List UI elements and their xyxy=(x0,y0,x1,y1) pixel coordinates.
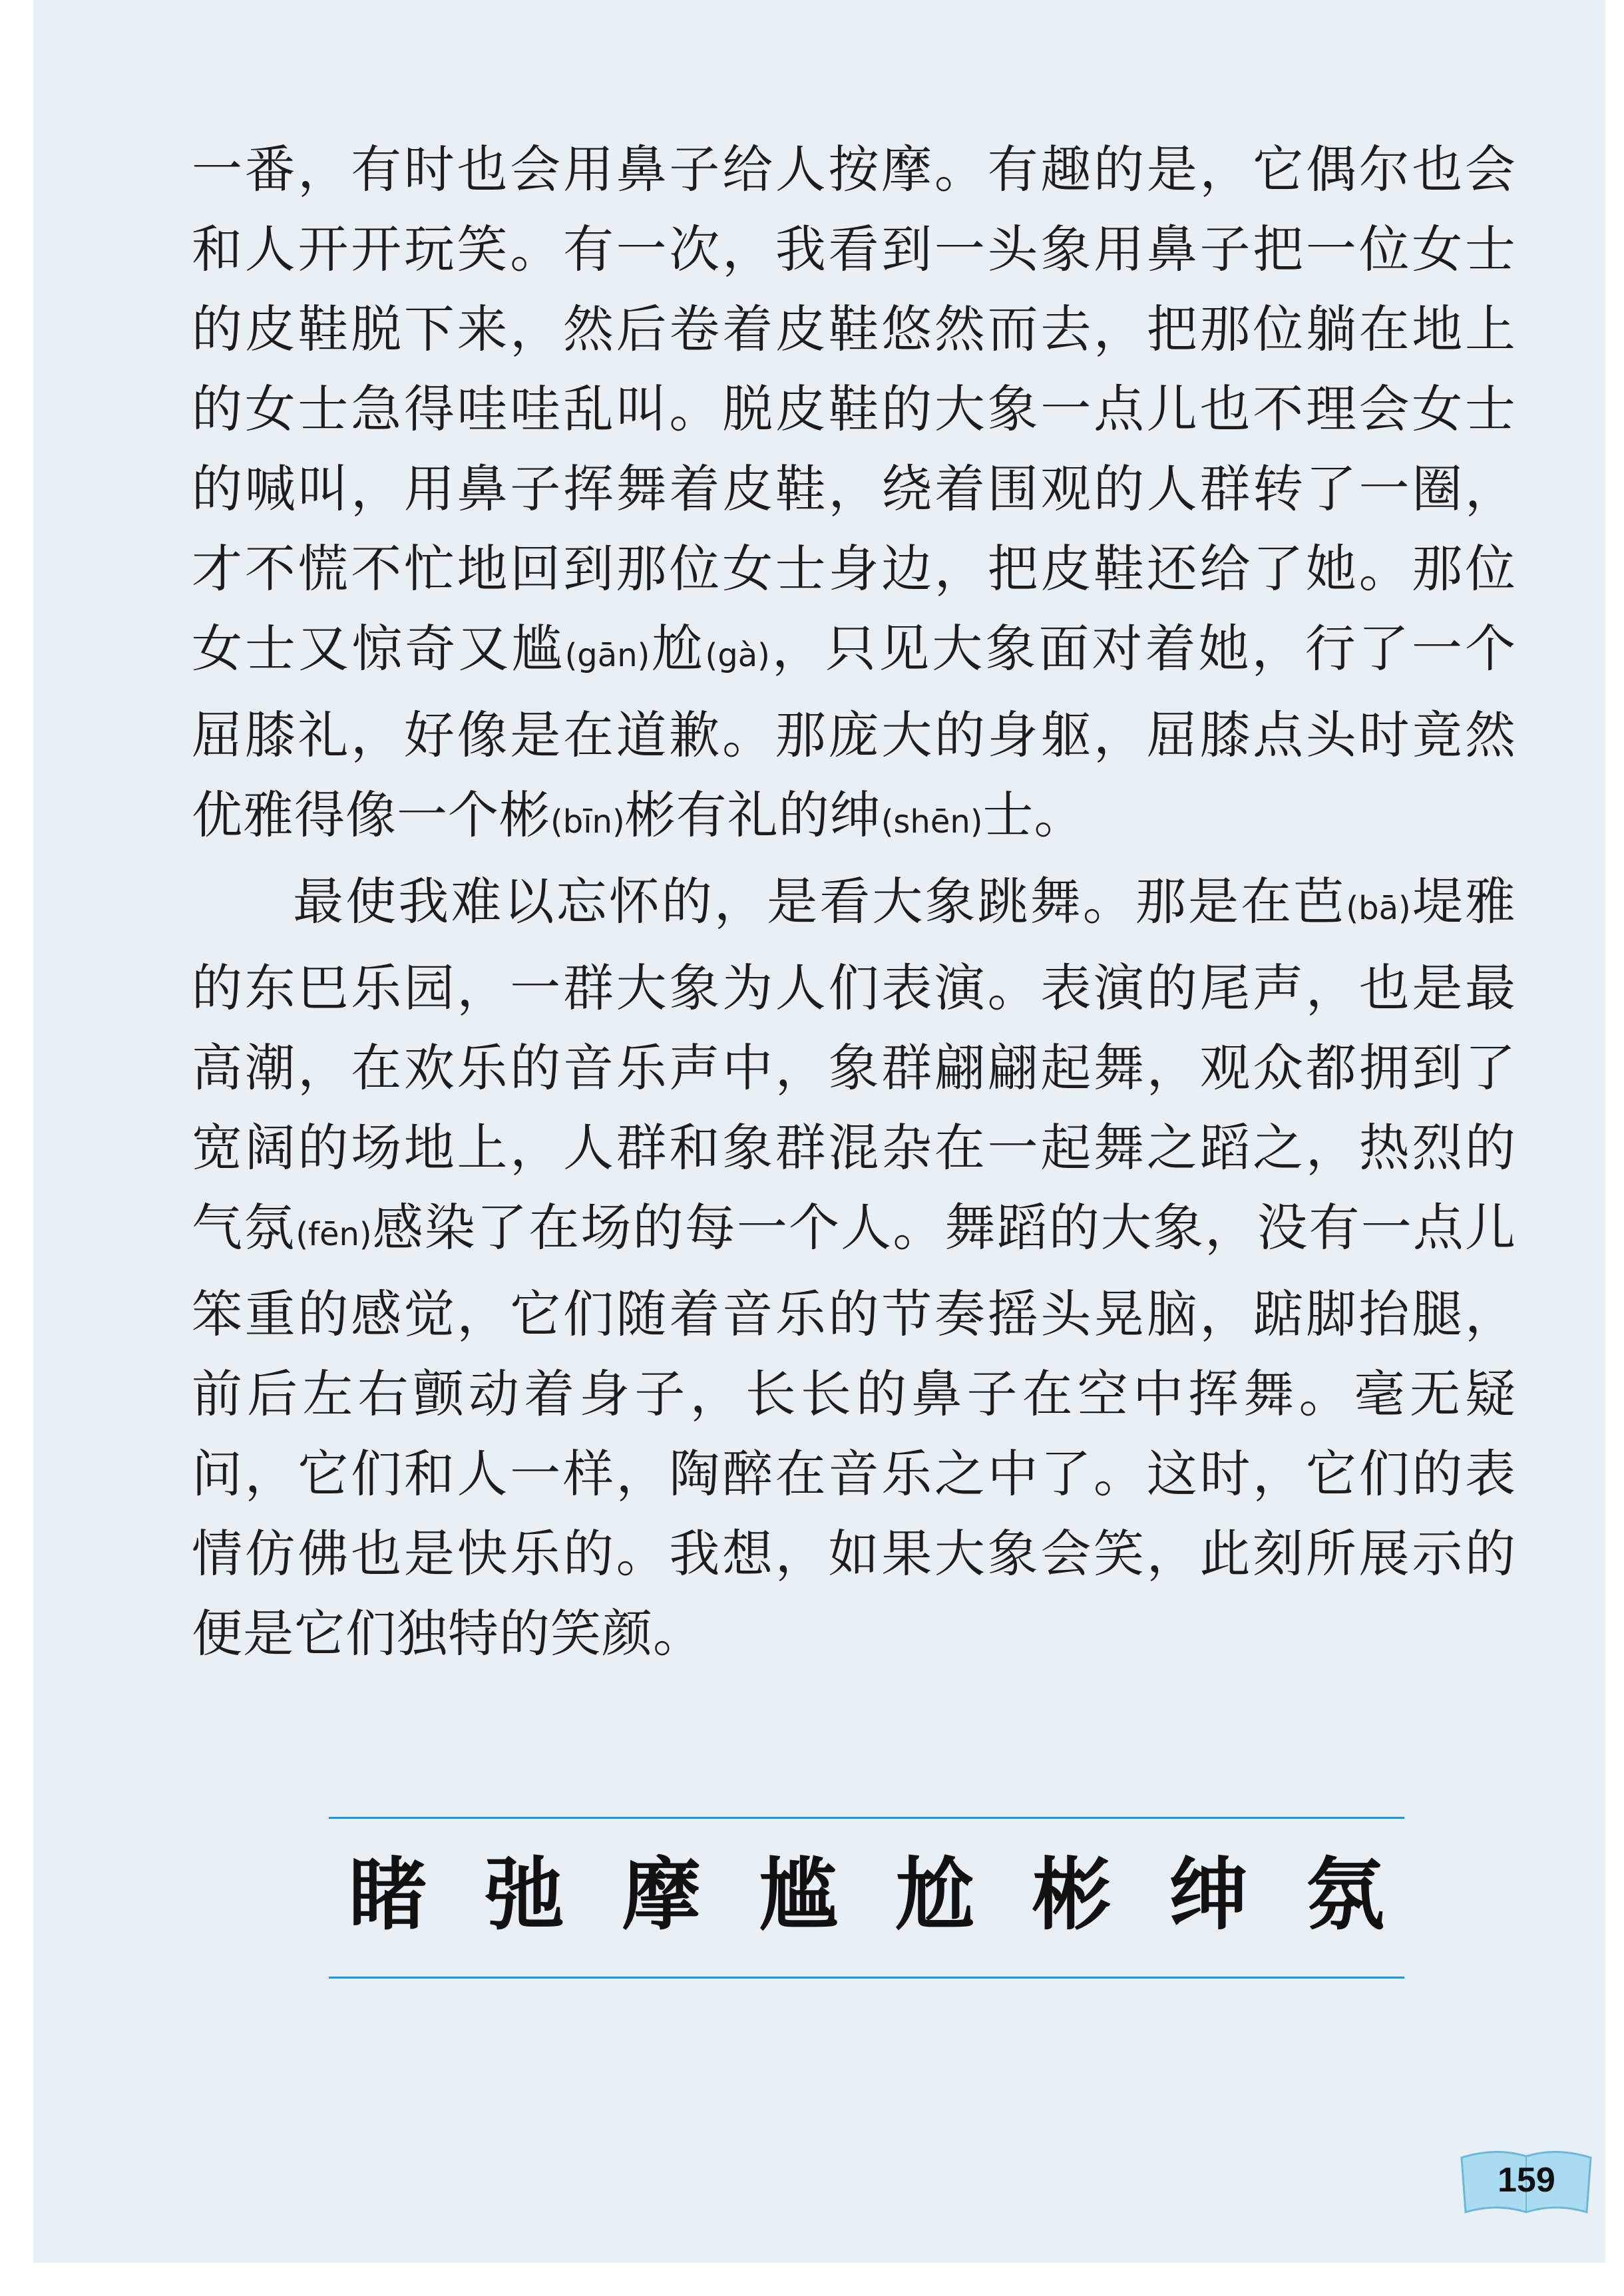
new-characters-row xyxy=(329,1831,1404,1958)
new-character: 尬 xyxy=(895,1848,974,1941)
pinyin-annotation: (fēn) xyxy=(296,1216,372,1253)
page-number: 159 xyxy=(1498,2161,1555,2200)
text-segment: 彬有礼的绅 xyxy=(624,785,881,845)
new-character: 彬 xyxy=(1032,1848,1112,1941)
new-character: 睹 xyxy=(349,1848,428,1941)
text-segment: 感染了在场的每一个人。舞蹈的大象，没有一点儿笨重的感觉，它们随着音乐的节奏摇头晃脑，踮脚抬腿，前后左右颤动着身子，长长的鼻子在空中挥舞。毫无疑问，它们和人一样，陶醉在音乐之中了。这时，它们的表情仿佛也是快乐的。我想，如果大象会笑，此刻所展示的便是它们独特的笑颜。 xyxy=(192,1198,1517,1663)
text-segment: 一番，有时也会用鼻子给人按摩。有趣的是，它偶尔也会和人开开玩笑。有一次，我看到一头象用鼻子把一位女士的皮鞋脱下来，然后卷着皮鞋悠然而去，把那位躺在地上的女士急得哇哇乱叫。脱皮鞋的大象一点儿也不理会女士的喊叫，用鼻子挥舞着皮鞋，绕着围观的人群转了一圈，才不慌不忙地回到那位女士身边，把皮鞋还给了她。那位女士又惊奇又尴 xyxy=(192,140,1516,678)
text-segment: ，只见大象面对着她，行了一个屈膝礼，好像是在道歉。那庞大的身躯，屈膝点头时竟然优雅得像一个彬 xyxy=(192,619,1517,845)
text-segment: 最使我难以忘怀的，是看大象跳舞。那是在芭 xyxy=(293,872,1346,931)
pinyin-annotation: (gān) xyxy=(564,637,650,674)
pinyin-annotation: (gà) xyxy=(705,637,770,674)
pinyin-annotation: (bā) xyxy=(1346,890,1411,927)
new-character: 绅 xyxy=(1169,1848,1248,1941)
body-text xyxy=(192,130,1516,1674)
rule-line-bottom xyxy=(329,1977,1404,1979)
new-character: 氛 xyxy=(1305,1848,1384,1941)
paragraph-1 xyxy=(192,130,1516,862)
pinyin-annotation: (shēn) xyxy=(881,803,983,841)
text-segment: 堤雅的东巴乐园，一群大象为人们表演。表演的尾声，也是最高潮，在欢乐的音乐声中，象群翩翩起舞，观众都拥到了宽阔的场地上，人群和象群混杂在一起舞之蹈之，热烈的气氛 xyxy=(192,872,1517,1257)
new-characters-box xyxy=(329,1817,1404,1986)
rule-line-top xyxy=(329,1817,1404,1819)
text-segment: 尬 xyxy=(650,619,706,678)
paragraph-2 xyxy=(192,862,1516,1674)
pinyin-annotation: (bīn) xyxy=(550,803,625,841)
text-segment: 士。 xyxy=(982,785,1086,845)
new-character: 摩 xyxy=(622,1848,701,1941)
new-character: 尴 xyxy=(759,1848,838,1941)
textbook-page xyxy=(33,0,1605,2263)
page-number-badge xyxy=(1456,2143,1596,2221)
new-character: 弛 xyxy=(485,1848,564,1941)
